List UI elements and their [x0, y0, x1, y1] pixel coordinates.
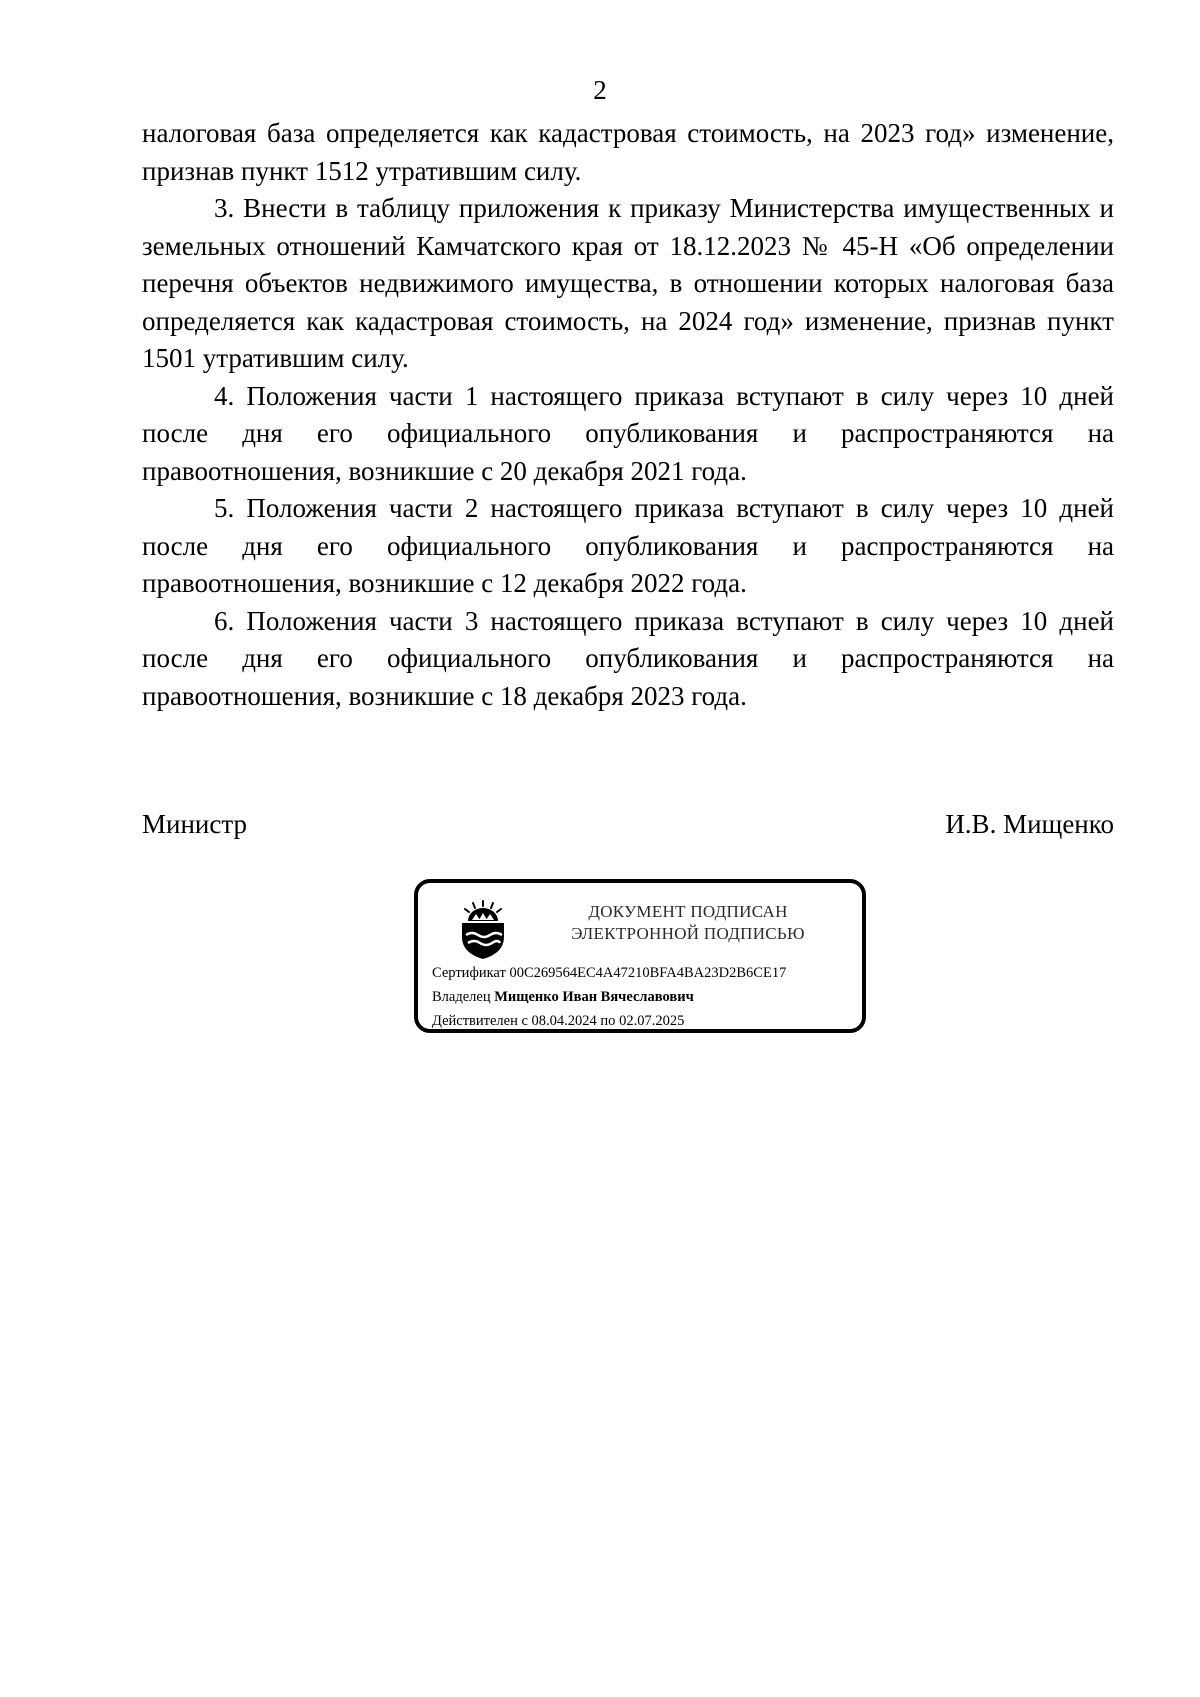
paragraph-item-6: 6. Положения части 3 настоящего приказа вступают в силу через 10 дней после дня его официального опубликования и распространяются на правоотношения, возникшие с 18 декабря 2023 года.: [142, 605, 1114, 711]
kamchatka-emblem-icon: [456, 899, 510, 961]
valid-from-label: Действителен с: [432, 1013, 528, 1029]
owner-label: Владелец: [432, 989, 491, 1005]
paragraph-item-4: 4. Положения части 1 настоящего приказа вступают в силу через 10 дней после дня его официального опубликования и распространяются на правоотношения, возникшие с 20 декабря 2021 года.: [142, 380, 1114, 486]
validity-line: [432, 1009, 862, 1033]
valid-to-label: по: [600, 1013, 616, 1029]
owner-line: [432, 985, 862, 1009]
stamp-header-line: ЭЛЕКТРОННОЙ ПОДПИСЬЮ: [571, 924, 805, 943]
certificate-line: [432, 961, 862, 985]
stamp-header: [528, 901, 848, 945]
paragraph-item-5: 5. Положения части 2 настоящего приказа вступают в силу через 10 дней после дня его официального опубликования и распространяются на правоотношения, возникшие с 12 декабря 2022 года.: [142, 493, 1114, 598]
document-body: [142, 115, 1114, 715]
valid-from-date: 08.04.2024: [531, 1013, 597, 1029]
certificate-label: Сертификат: [432, 965, 506, 981]
signer-position: Министр: [142, 809, 247, 839]
valid-to-date: 02.07.2025: [619, 1013, 685, 1029]
owner-value: Мищенко Иван Вячеславович: [494, 989, 694, 1005]
signature-block: [142, 806, 1114, 843]
stamp-details: [432, 961, 862, 1033]
paragraph-continuation: налоговая база определяется как кадастровая стоимость, на 2023 год» изменение, признав пункт 1512 утратившим силу.: [142, 118, 1114, 186]
page-number: 2: [593, 75, 607, 105]
certificate-value: 00C269564EC4A47210BFA4BA23D2B6CE17: [509, 965, 787, 981]
signer-name: И.В. Мищенко: [945, 809, 1114, 839]
electronic-signature-stamp: [414, 879, 866, 1033]
paragraph-item-3: 3. Внести в таблицу приложения к приказу Министерства имущественных и земельных отношений Камчатского края от 18.12.2023 № 45-Н «Об определении перечня объектов недвижимого имущества, в отношении которых налоговая база определяется как кадастровая стоимость, на 2024 год» изменение, признав пункт 1501 утратившим силу.: [142, 193, 1114, 373]
stamp-header-line: ДОКУМЕНТ ПОДПИСАН: [588, 902, 788, 921]
